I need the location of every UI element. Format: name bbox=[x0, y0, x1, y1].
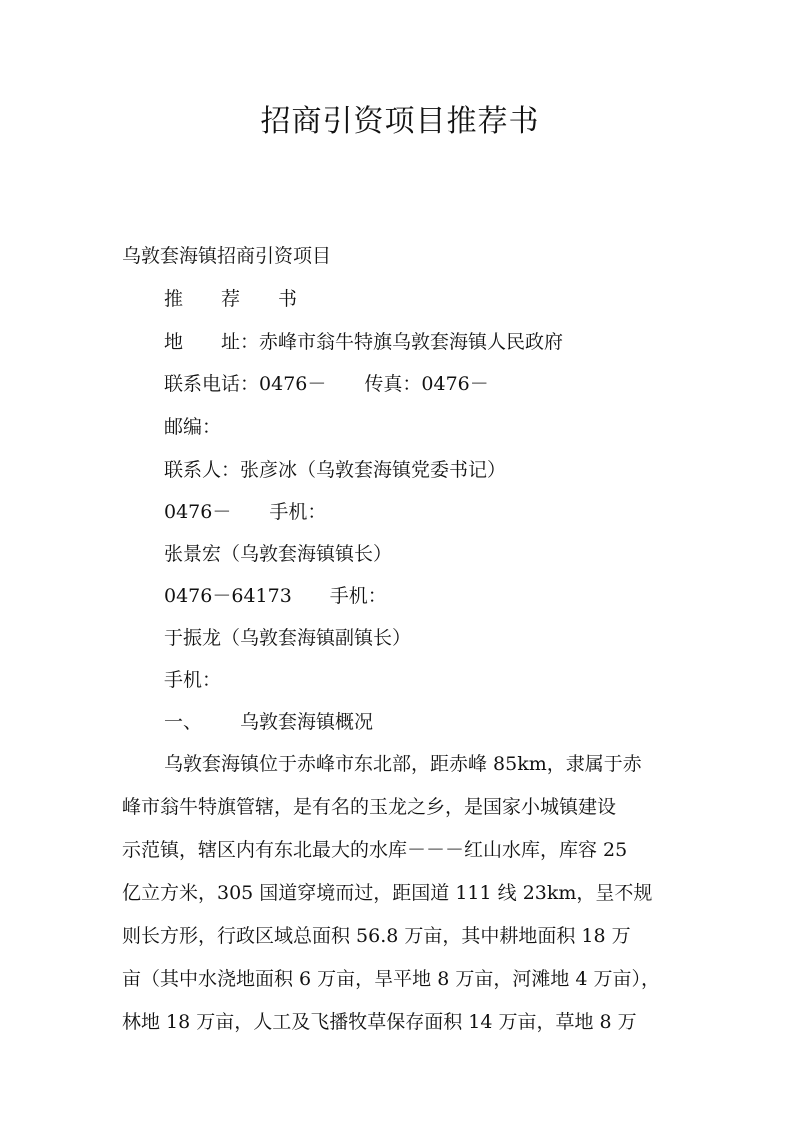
contact-label: 联系人： bbox=[164, 459, 241, 481]
address-line bbox=[164, 328, 563, 356]
paragraph-line: 峰市翁牛特旗管辖，是有名的玉龙之乡，是国家小城镇建设 bbox=[122, 796, 617, 818]
paragraph-line: 示范镇，辖区内有东北最大的水库－－－红山水库，库容 25 bbox=[122, 839, 628, 861]
phone-label: 联系电话： bbox=[164, 373, 260, 395]
heading-char-2: 荐 bbox=[221, 288, 241, 310]
contact-3-name: 于振龙（乌敦套海镇副镇长） bbox=[164, 627, 412, 649]
section-heading bbox=[164, 708, 373, 736]
contact-1-mobile-label: 手机： bbox=[269, 501, 327, 523]
contact-1-phone-line bbox=[164, 498, 326, 526]
fax-label: 传真： bbox=[364, 373, 422, 395]
paragraph-line: 乌敦套海镇位于赤峰市东北部，距赤峰 85km，隶属于赤 bbox=[164, 753, 642, 775]
phone-value: 0476－ bbox=[259, 373, 327, 395]
address-label-part1: 地 bbox=[164, 331, 184, 353]
contact-2-mobile-label: 手机： bbox=[329, 585, 387, 607]
contact-1-name: 张彦冰（乌敦套海镇党委书记） bbox=[240, 459, 507, 481]
project-subtitle: 乌敦套海镇招商引资项目 bbox=[122, 245, 332, 267]
phone-fax-line bbox=[164, 370, 489, 398]
paragraph-line: 林地 18 万亩，人工及飞播牧草保存面积 14 万亩，草地 8 万 bbox=[122, 1011, 637, 1033]
contact-line-1 bbox=[164, 456, 506, 484]
paragraph-line: 则长方形，行政区域总面积 56.8 万亩，其中耕地面积 18 万 bbox=[122, 925, 631, 947]
section-number: 一、 bbox=[164, 711, 203, 733]
postcode-line: 邮编： bbox=[164, 416, 222, 438]
document-title: 招商引资项目推荐书 bbox=[260, 104, 540, 139]
contact-3-mobile-label: 手机： bbox=[164, 669, 222, 691]
fax-value: 0476－ bbox=[421, 373, 489, 395]
contact-2-phone-line bbox=[164, 582, 387, 610]
address-value: 赤峰市翁牛特旗乌敦套海镇人民政府 bbox=[259, 331, 564, 353]
contact-2-phone: 0476－64173 bbox=[164, 585, 292, 607]
contact-2-name: 张景宏（乌敦套海镇镇长） bbox=[164, 543, 393, 565]
address-label-part2: 址： bbox=[221, 331, 260, 353]
paragraph-line: 亩（其中水浇地面积 6 万亩，旱平地 8 万亩，河滩地 4 万亩）， bbox=[122, 968, 661, 990]
contact-1-phone: 0476－ bbox=[164, 501, 232, 523]
heading-char-1: 推 bbox=[164, 288, 184, 310]
heading-char-3: 书 bbox=[278, 288, 298, 310]
recommendation-heading bbox=[164, 285, 297, 313]
paragraph-line: 亿立方米，305 国道穿境而过，距国道 111 线 23km，呈不规 bbox=[122, 882, 653, 904]
section-title: 乌敦套海镇概况 bbox=[240, 711, 374, 733]
